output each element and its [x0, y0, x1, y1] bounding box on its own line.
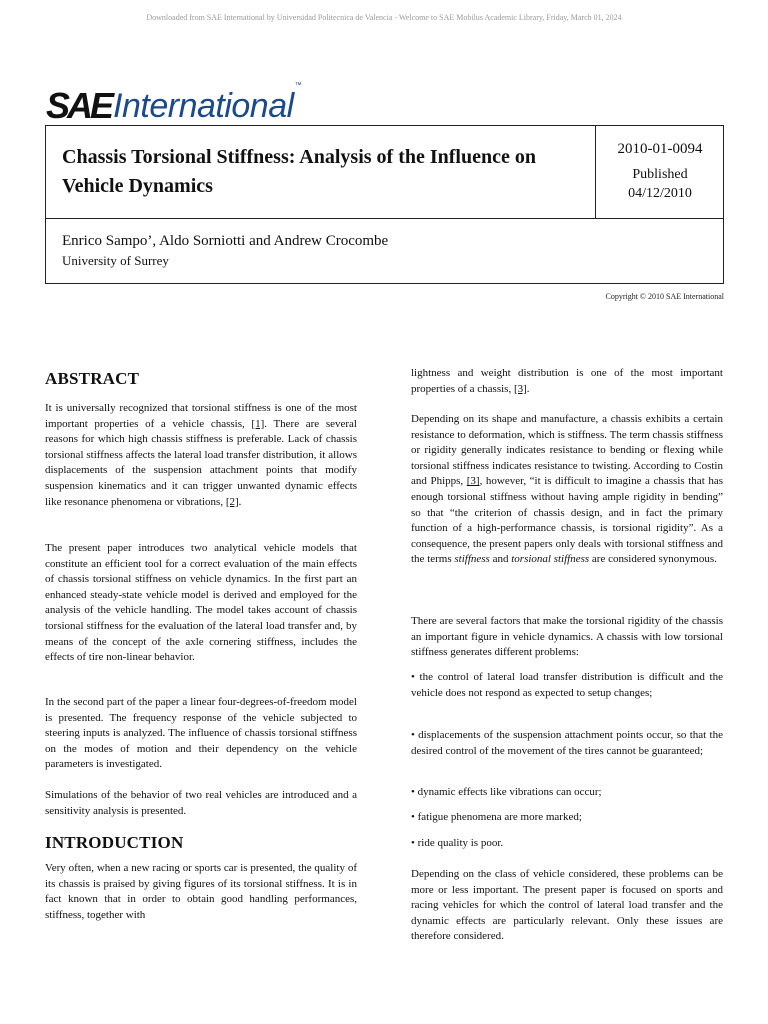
right-paragraph-2 [411, 412, 723, 568]
abstract-p1-text-3: . [238, 495, 242, 508]
right-paragraph-1 [411, 366, 723, 397]
bullet-item: • ride quality is poor. [411, 837, 504, 849]
citation-link[interactable]: [1] [251, 417, 265, 430]
logo-sae: SAE [46, 85, 112, 126]
introduction-heading: INTRODUCTION [45, 833, 184, 852]
abstract-p1-text-2: . There are several reasons for which high chassis stiffness is preferable. Lack of chassis torsional stiffness affects the lateral load transfer distribution, it allows displacements of the suspension attachment points that modify suspension kinematics and it can trigger unwanted dynamic effects like resonance phenomena or vibrations, [45, 417, 357, 508]
copyright: Copyright © 2010 SAE International [605, 292, 724, 301]
sae-international-logo [46, 84, 302, 124]
paper-header-box [45, 125, 724, 284]
bullet-item: • displacements of the suspension attachment points occur, so that the desired control of the movement of the tires cannot be guaranteed; [411, 729, 723, 757]
header-divider-horizontal [46, 218, 723, 219]
term-stiffness: stiffness [454, 553, 490, 566]
right-p2-text-3: and [489, 553, 512, 566]
bullet-item: • fatigue phenomena are more marked; [411, 811, 582, 823]
right-p2-text-4: are considered synonymous. [589, 553, 717, 566]
published-date: 04/12/2010 [628, 186, 692, 201]
right-p2-text-2: , however, “it is difficult to imagine a chassis that has enough torsional stiffness without having ample rigidity in bending” so that “the criterion of chassis design, and in fact the primary function of a high-performance chassis, is torsional rigidity”. As a consequence, the present papers only deals with torsional stiffness and the terms [411, 475, 723, 566]
citation-link[interactable]: [3] [466, 475, 480, 488]
abstract-heading: ABSTRACT [45, 369, 140, 388]
logo-trademark: ™ [294, 82, 302, 89]
published-label: Published [632, 167, 688, 182]
introduction-paragraph-1: Very often, when a new racing or sports car is presented, the quality of its chassis is praised by giving figures of its torsional stiffness. It is in fact known that in order to obtain good handling performances, stiffness, together with [45, 862, 357, 921]
download-note: Downloaded from SAE International by Universidad Politecnica de Valencia - Welcome to SAE Mobilus Academic Library, Friday, March 01, 2024 [146, 13, 622, 22]
citation-link[interactable]: [2] [225, 495, 239, 508]
paper-meta [596, 140, 724, 203]
right-p2-text: Depending on its shape and manufacture, a chassis exhibits a certain resistance to deformation, which is stiffness. The term chassis stiffness or rigidity generally indicates resistance to bending or flexing while torsional stiffness indicates resistance to twisting. According to Costin and Phipps, [411, 413, 723, 488]
term-torsional-stiffness: torsional stiffness [511, 553, 590, 566]
paper-title: Chassis Torsional Stiffness: Analysis of the Influence on Vehicle Dynamics [62, 146, 536, 197]
right-paragraph-3: There are several factors that make the torsional rigidity of the chassis an important figure in vehicle dynamics. A chassis with low torsional stiffness generates different problems: [411, 615, 723, 659]
bullet-item: • the control of lateral load transfer distribution is difficult and the vehicle does not respond as expected to setup changes; [411, 671, 723, 699]
abstract-p1-text: It is universally recognized that torsional stiffness is one of the most important properties of a vehicle chassis, [45, 402, 357, 430]
abstract-paragraph-4: Simulations of the behavior of two real vehicles are introduced and a sensitivity analysis is presented. [45, 789, 357, 817]
right-p1-text-2: . [526, 382, 530, 395]
authors: Enrico Sampo’, Aldo Sorniotti and Andrew Crocombe [62, 233, 389, 249]
abstract-paragraph-2: The present paper introduces two analytical vehicle models that constitute an efficient tool for a correct evaluation of the main effects of chassis torsional stiffness on vehicle dynamics. In the first part an enhanced steady-state vehicle model is derived and employed for the analysis of the vehicle handling. The model takes account of chassis torsional stiffness for the evaluation of the lateral load transfer and, by means of the concept of the axle cornering stiffness, includes the effects of tire non-linear behavior. [45, 542, 357, 664]
affiliation: University of Surrey [62, 253, 169, 268]
abstract-paragraph-3: In the second part of the paper a linear four-degrees-of-freedom model is presented. The frequency response of the vehicle subjected to steering inputs is analyzed. The influence of chassis torsional stiffness on the modes of motion and their dependency on the vehicle parameters is investigated. [45, 696, 357, 771]
abstract-paragraph-1 [45, 401, 357, 510]
logo-international: International [113, 87, 294, 125]
bullet-item: • dynamic effects like vibrations can occur; [411, 786, 602, 798]
right-p1-text: lightness and weight distribution is one of the most important properties of a chassis, [411, 367, 723, 395]
citation-link[interactable]: [3] [513, 382, 527, 395]
paper-number: 2010-01-0094 [617, 141, 703, 157]
right-paragraph-4: Depending on the class of vehicle considered, these problems can be more or less important. The present paper is focused on sports and racing vehicles for which the control of lateral load transfer and the dynamic effects are particularly relevant. Only these issues are therefore considered. [411, 868, 723, 943]
